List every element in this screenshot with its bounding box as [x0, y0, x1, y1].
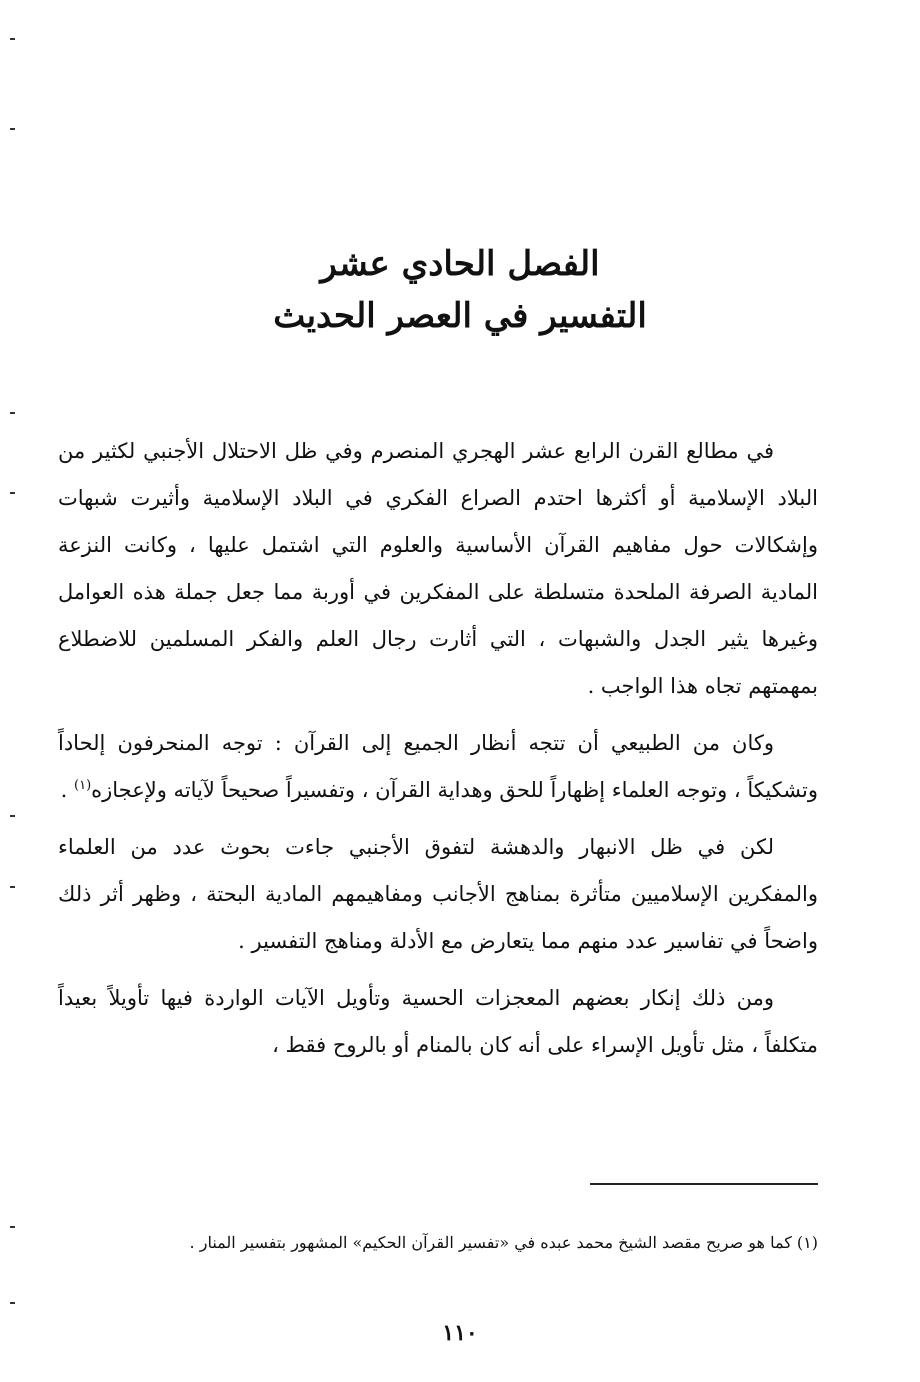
margin-speck — [10, 1226, 15, 1228]
footnote-reference: (١) — [74, 778, 92, 793]
paragraph-2-tail: . — [60, 778, 74, 802]
margin-speck — [10, 1302, 15, 1304]
margin-speck — [10, 886, 15, 888]
chapter-number-title: الفصل الحادي عشر — [320, 244, 600, 284]
body-text — [58, 428, 818, 1079]
paragraph-4: ومن ذلك إنكار بعضهم المعجزات الحسية وتأويل الآيات الواردة فيها تأويلاً بعيداً متكلفاً ، مثل تأويل الإسراء على أنه كان بالمنام أو بالروح فقط ، — [58, 986, 818, 1057]
chapter-heading — [120, 238, 800, 342]
paragraph-1: في مطالع القرن الرابع عشر الهجري المنصرم وفي ظل الاحتلال الأجنبي لكثير من البلاد الإسلامية أو أكثرها احتدم الصراع الفكري في البلاد الإسلامية وأثيرت شبهات وإشكالات حول مفاهيم القرآن الأساسية والعلوم التي اشتمل عليها ، وكانت النزعة المادية الصرفة الملحدة متسلطة على المفكرين في أوربة مما جعل جملة هذه العوامل وغيرها يثير الجدل والشبهات ، التي أثارت رجال العلم والفكر المسلمين للاضطلاع بمهمتهم تجاه هذا الواجب . — [58, 439, 818, 698]
margin-speck — [10, 815, 15, 817]
paragraph-2-text: وكان من الطبيعي أن تتجه أنظار الجميع إلى القرآن : توجه المنحرفون إلحاداً وتشكيكاً ، وتوجه العلماء إظهاراً للحق وهداية القرآن ، وتفسيراً صحيحاً لآياته ولإعجازه — [58, 731, 818, 802]
paragraph-3: لكن في ظل الانبهار والدهشة لتفوق الأجنبي جاءت بحوث عدد من العلماء والمفكرين الإسلاميين متأثرة بمناهج الأجانب ومفاهيمهم المادية البحتة ، وظهر أثر ذلك واضحاً في تفاسير عدد منهم مما يتعارض مع الأدلة ومناهج التفسير . — [58, 835, 818, 953]
chapter-subject-title: التفسير في العصر الحديث — [273, 296, 647, 336]
margin-speck — [10, 492, 15, 494]
margin-speck — [10, 412, 15, 414]
footnote: (١) كما هو صريح مقصد الشيخ محمد عبده في «تفسير القرآن الحكيم» المشهور بتفسير المنار . — [189, 1233, 818, 1252]
paragraph-2 — [58, 720, 818, 814]
margin-speck — [10, 128, 15, 130]
margin-speck — [10, 38, 15, 40]
page-number: ١١٠ — [442, 1320, 478, 1346]
footnote-separator — [590, 1183, 818, 1185]
